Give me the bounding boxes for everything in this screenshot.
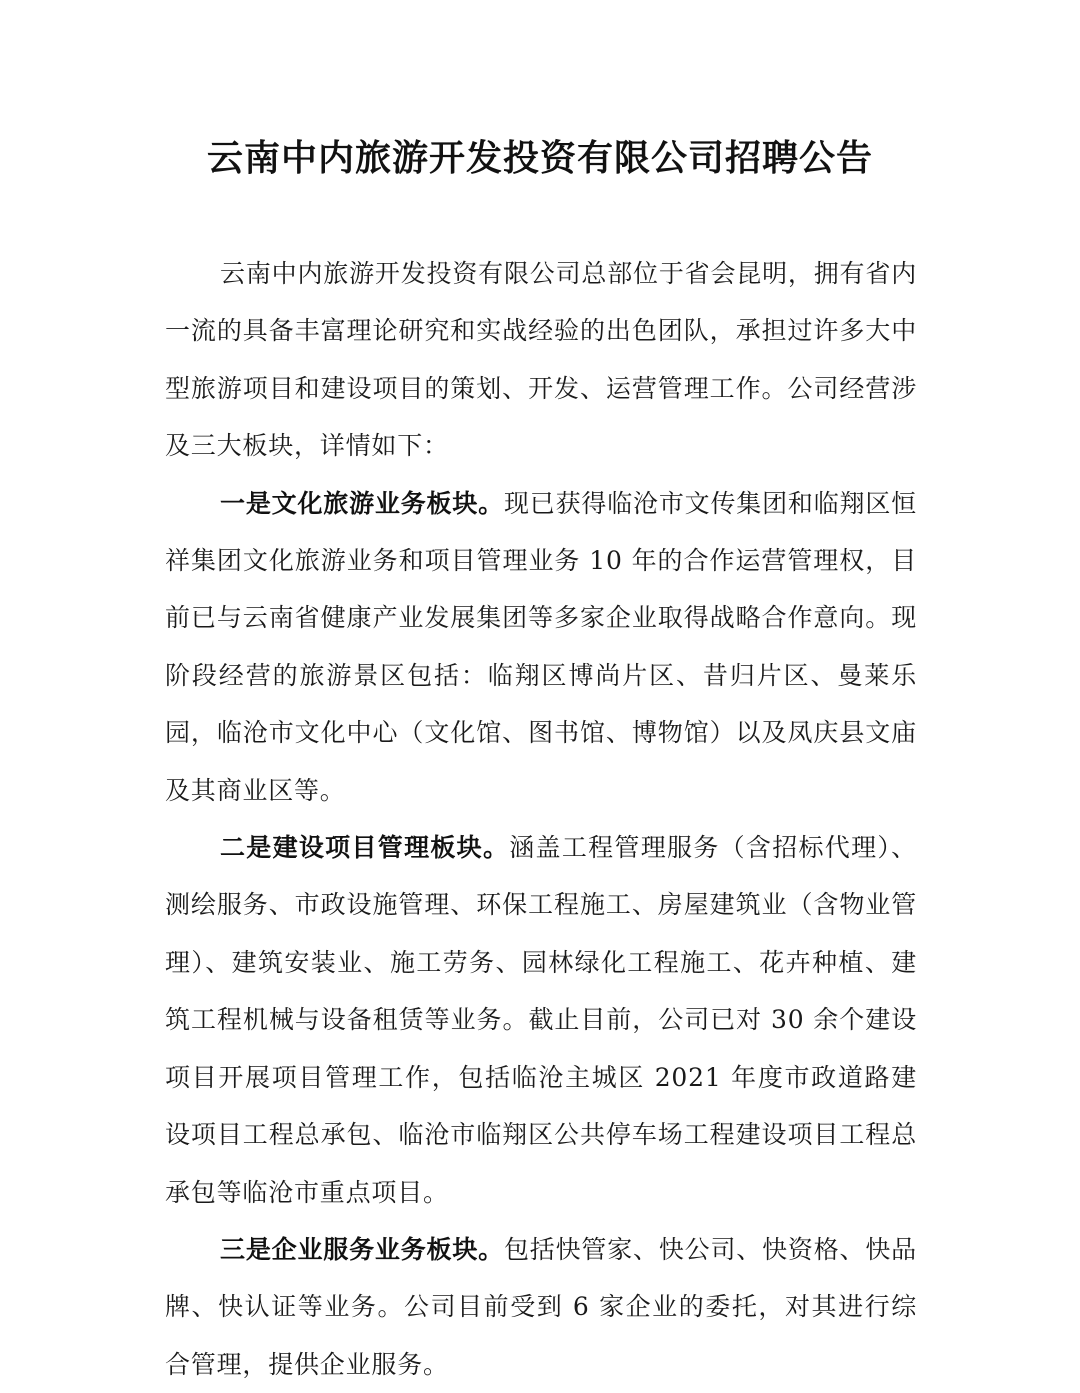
paragraph-lead: 二是建设项目管理板块。 — [220, 833, 510, 863]
paragraph-intro — [165, 245, 917, 475]
paragraph-text: 包括快管家、快公司、快资格、快品牌、快认证等业务。公司目前受到 6 家企业的委托，对其进行综合管理，提供企业服务。 — [165, 1234, 917, 1379]
document-title: 云南中内旅游开发投资有限公司招聘公告 — [206, 137, 873, 179]
paragraph-lead: 三是企业服务业务板块。 — [220, 1234, 504, 1264]
paragraph-culture-tourism — [165, 475, 917, 819]
paragraph-text: 现已获得临沧市文传集团和临翔区恒祥集团文化旅游业务和项目管理业务 10 年的合作运营管理权，目前已与云南省健康产业发展集团等多家企业取得战略合作意向。现阶段经营的旅游景区包括：临翔区博尚片区、昔归片区、曼莱乐园，临沧市文化中心（文化馆、图书馆、博物馆）以及凤庆县文庙及其商业区等。 — [165, 488, 917, 805]
document-body — [165, 245, 917, 1393]
paragraph-construction-management — [165, 819, 917, 1221]
paragraph-enterprise-services — [165, 1221, 917, 1393]
paragraph-text: 涵盖工程管理服务（含招标代理）、测绘服务、市政设施管理、环保工程施工、房屋建筑业（含物业管理）、建筑安装业、施工劳务、园林绿化工程施工、花卉种植、建筑工程机械与设备租赁等业务。截止目前，公司已对 30 余个建设项目开展项目管理工作，包括临沧主城区 2021 年度市政道路建设项目工程总承包、临沧市临翔区公共停车场工程建设项目工程总承包等临沧市重点项目。 — [165, 833, 917, 1207]
paragraph-text: 云南中内旅游开发投资有限公司总部位于省会昆明，拥有省内一流的具备丰富理论研究和实战经验的出色团队，承担过许多大中型旅游项目和建设项目的策划、开发、运营管理工作。公司经营涉及三大板块，详情如下： — [165, 259, 917, 461]
paragraph-lead: 一是文化旅游业务板块。 — [220, 488, 504, 518]
